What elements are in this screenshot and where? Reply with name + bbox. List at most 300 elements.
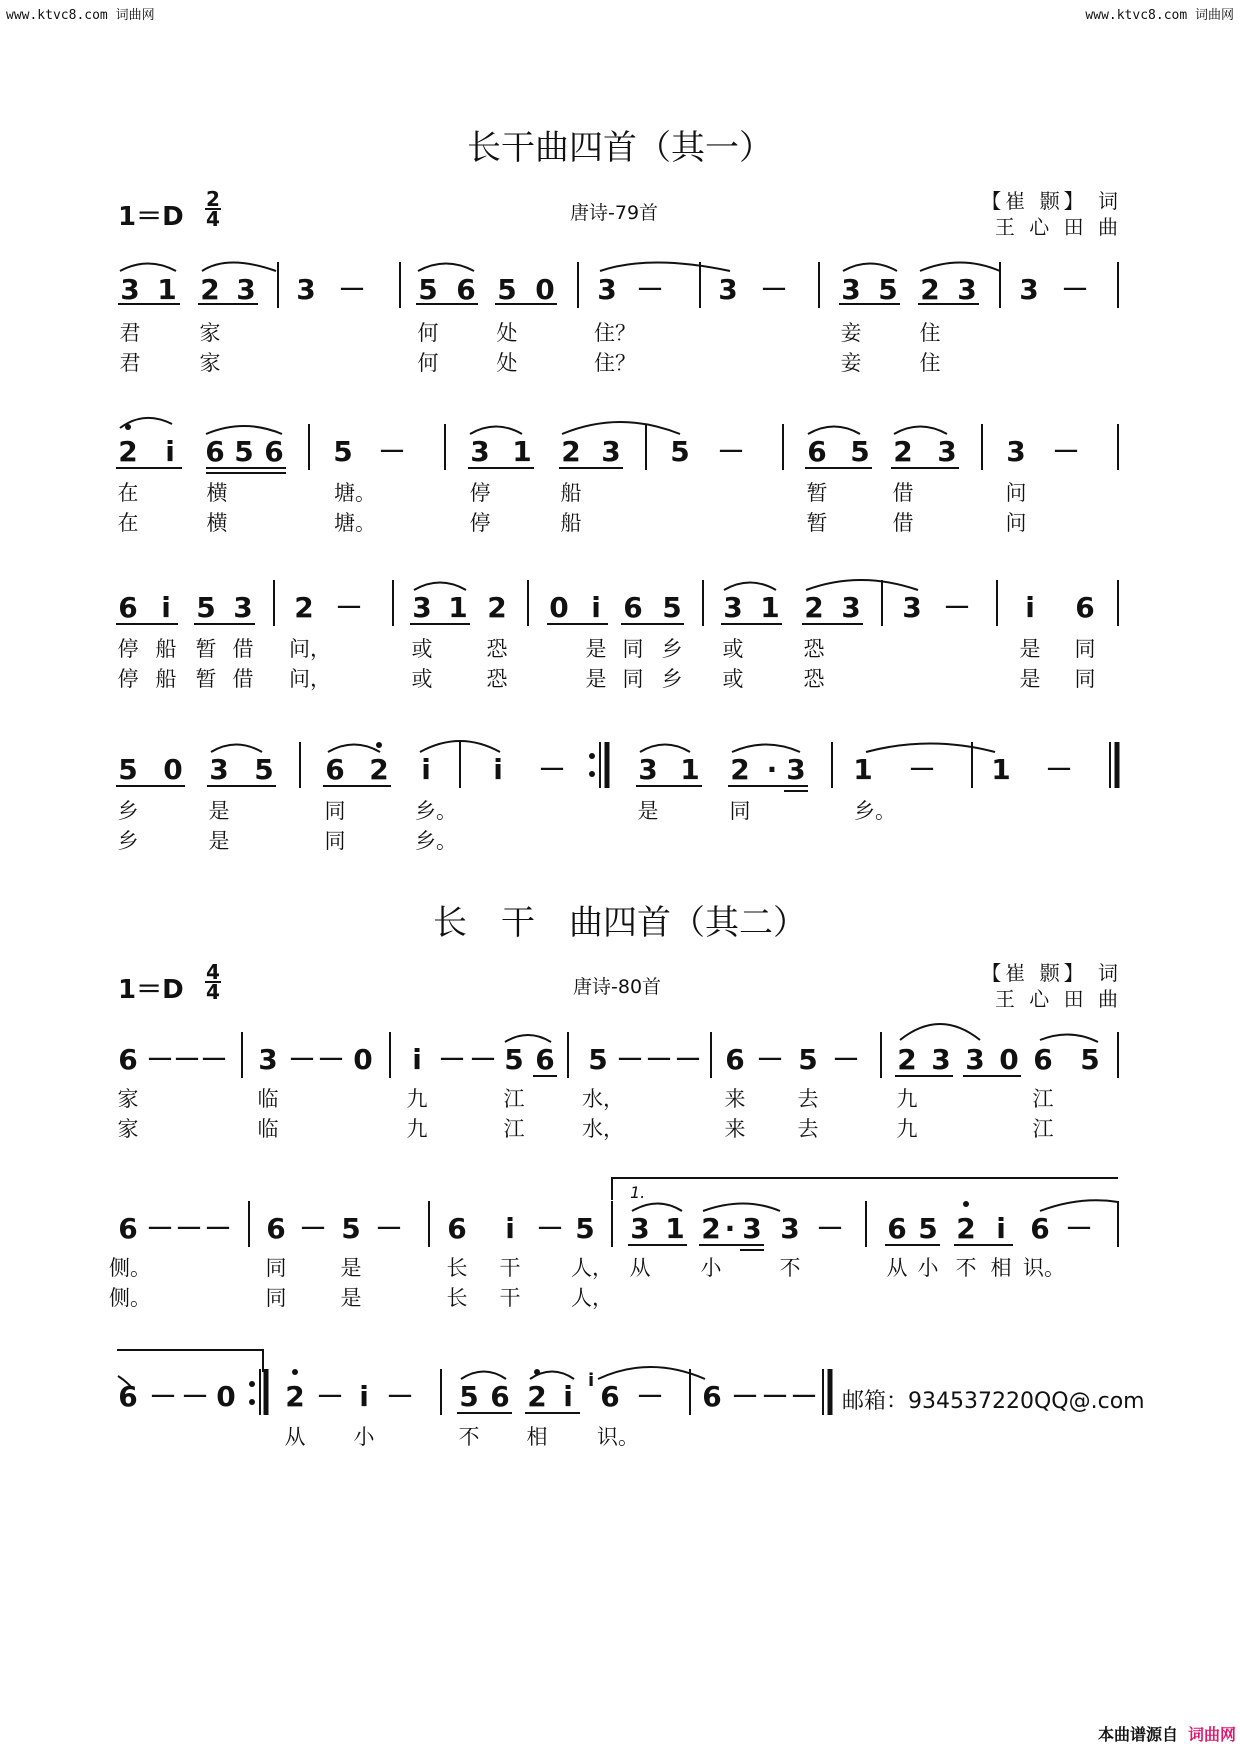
note: － xyxy=(148,1380,178,1413)
lyric: 何 xyxy=(417,351,439,375)
note: 0 xyxy=(549,591,569,624)
footer-site-logo[interactable]: 词曲网 xyxy=(1187,1725,1236,1744)
lyric: 借 xyxy=(232,637,254,661)
lyric: 识。 xyxy=(1023,1256,1065,1280)
note: 5 xyxy=(878,273,898,306)
note: － xyxy=(316,1043,346,1076)
lyric: 住 xyxy=(919,351,941,375)
note: － xyxy=(377,435,407,468)
lyric: 乡 xyxy=(661,667,683,691)
slur xyxy=(562,422,680,434)
note: － xyxy=(673,1043,703,1076)
lyric: 住 xyxy=(919,321,941,345)
note: 6 xyxy=(447,1212,467,1245)
repeat-dot xyxy=(589,753,595,759)
lyric: 江 xyxy=(503,1087,525,1111)
note: 3 xyxy=(236,273,256,306)
song1-lyricist: 【崔 颢】 词 xyxy=(981,189,1122,213)
lyric: 问， xyxy=(289,667,331,691)
lyric: 船 xyxy=(155,637,177,661)
note: － xyxy=(437,1043,467,1076)
note: 3 xyxy=(597,273,617,306)
song2-title: 长 干 曲四首（其二） xyxy=(433,903,807,943)
lyric: 处 xyxy=(496,351,518,375)
note: 6 xyxy=(725,1043,745,1076)
slur xyxy=(120,264,176,272)
note: － xyxy=(537,753,567,786)
note: i xyxy=(165,435,175,468)
lyric: 临 xyxy=(257,1117,279,1141)
lyric: 横 xyxy=(206,511,228,535)
lyric: 九 xyxy=(896,1117,918,1141)
note: 5 xyxy=(418,273,438,306)
slur xyxy=(808,427,860,435)
note: i xyxy=(493,753,503,786)
lyric: 乡。 xyxy=(415,799,457,823)
lyric: 江 xyxy=(503,1117,525,1141)
lyric: 恐 xyxy=(803,637,825,661)
note: － xyxy=(755,1043,785,1076)
note: 6 xyxy=(266,1212,286,1245)
note: 1 xyxy=(853,753,873,786)
lyric: 来 xyxy=(724,1117,746,1141)
slur xyxy=(118,1376,132,1388)
lyric: 江 xyxy=(1032,1087,1054,1111)
volta-bracket xyxy=(612,1178,1118,1200)
lyric: 在 xyxy=(117,481,139,505)
note: 6 xyxy=(490,1380,510,1413)
lyric: 住？ xyxy=(594,321,636,345)
lyric: 在 xyxy=(117,511,139,535)
lyric: 小 xyxy=(917,1256,939,1280)
octave-dot xyxy=(292,1369,298,1375)
lyric: 君 xyxy=(119,321,141,345)
lyric: 是 xyxy=(208,799,230,823)
lyric: 同 xyxy=(729,799,751,823)
repeat-dot xyxy=(589,771,595,777)
lyric: 从 xyxy=(886,1256,908,1280)
lyric: 船 xyxy=(560,511,582,535)
note: i xyxy=(591,591,601,624)
lyric: 水， xyxy=(582,1117,624,1141)
note: － xyxy=(298,1212,328,1245)
note: 2 xyxy=(897,1043,917,1076)
lyric: 去 xyxy=(797,1117,819,1141)
lyric: 识。 xyxy=(597,1425,639,1449)
slur xyxy=(703,1204,780,1212)
note: 6 xyxy=(118,1212,138,1245)
note: 3 xyxy=(965,1043,985,1076)
lyric: 乡 xyxy=(117,799,139,823)
slur xyxy=(866,744,995,753)
lyric: 江 xyxy=(1032,1117,1054,1141)
lyric: 人， xyxy=(571,1256,613,1280)
note: 1 xyxy=(665,1212,685,1245)
note: － xyxy=(644,1043,674,1076)
lyric: 侧。 xyxy=(109,1256,151,1280)
note: 5 xyxy=(670,435,690,468)
lyric: 住？ xyxy=(594,351,636,375)
note: 2 xyxy=(893,435,913,468)
note: 2 xyxy=(956,1212,976,1245)
note: 2 xyxy=(730,753,750,786)
note: i xyxy=(161,591,171,624)
note: － xyxy=(942,591,972,624)
note: 6 xyxy=(887,1212,907,1245)
song1-subtitle: 唐诗-79首 xyxy=(570,202,659,224)
lyric: 长 xyxy=(446,1256,468,1280)
lyric: 或 xyxy=(411,637,433,661)
note: － xyxy=(635,1380,665,1413)
note: 6 xyxy=(205,435,225,468)
slur xyxy=(900,1024,980,1040)
lyric: 九 xyxy=(896,1087,918,1111)
lyric: 侧。 xyxy=(109,1286,151,1310)
note: 3 xyxy=(937,435,957,468)
note: 3 xyxy=(296,273,316,306)
note: 3 xyxy=(786,753,806,786)
lyric: 塘。 xyxy=(334,511,376,535)
note: 3 xyxy=(233,591,253,624)
lyric: 乡。 xyxy=(854,799,896,823)
note: － xyxy=(172,1043,202,1076)
octave-dot xyxy=(125,424,131,430)
footer-source: 本曲谱源自 xyxy=(1097,1725,1178,1744)
note: － xyxy=(145,1212,175,1245)
note: － xyxy=(716,435,746,468)
note: 2 xyxy=(561,435,581,468)
note: － xyxy=(615,1043,645,1076)
lyric: 问 xyxy=(1005,481,1027,505)
lyric: 恐 xyxy=(486,667,508,691)
lyric: 借 xyxy=(232,667,254,691)
note: 1 xyxy=(157,273,177,306)
slur xyxy=(598,1367,705,1379)
note: － xyxy=(789,1380,819,1413)
lyric: 同 xyxy=(622,637,644,661)
note: 5 xyxy=(504,1043,524,1076)
slur xyxy=(1040,1034,1098,1042)
octave-dot xyxy=(534,1369,540,1375)
lyric: 是 xyxy=(340,1286,362,1310)
note: i xyxy=(563,1380,573,1413)
note: 5 xyxy=(588,1043,608,1076)
slur xyxy=(414,583,466,591)
note: － xyxy=(385,1380,415,1413)
note: 2 xyxy=(369,753,389,786)
grace-note: i xyxy=(588,1370,595,1391)
note: 5 xyxy=(1080,1043,1100,1076)
note: 6 xyxy=(600,1380,620,1413)
note: 5 xyxy=(118,753,138,786)
note: 0 xyxy=(163,753,183,786)
lyric: 从 xyxy=(284,1425,306,1449)
note: 5 xyxy=(575,1212,595,1245)
note: － xyxy=(760,1380,790,1413)
lyric: 是 xyxy=(1019,637,1041,661)
lyric: 同 xyxy=(324,829,346,853)
song2-subtitle: 唐诗-80首 xyxy=(573,976,662,998)
note: － xyxy=(635,273,665,306)
note: 5 xyxy=(459,1380,479,1413)
note: 0 xyxy=(999,1043,1019,1076)
note: 2 xyxy=(118,435,138,468)
note: － xyxy=(145,1043,175,1076)
note: － xyxy=(1060,273,1090,306)
song1-key: 1＝D xyxy=(118,202,184,232)
contact-email[interactable]: 邮箱：934537220QQ@.com xyxy=(842,1389,1145,1414)
note: 5 xyxy=(497,273,517,306)
lyric: 暂 xyxy=(195,637,217,661)
lyric: 相 xyxy=(526,1425,548,1449)
note: 6 xyxy=(118,591,138,624)
song1-composer: 王 心 田 曲 xyxy=(994,215,1122,239)
song2-lyricist: 【崔 颢】 词 xyxy=(981,961,1122,985)
slur xyxy=(328,745,380,753)
lyric: 船 xyxy=(560,481,582,505)
note: － xyxy=(287,1043,317,1076)
note: 3 xyxy=(412,591,432,624)
note: 5 xyxy=(850,435,870,468)
note: 5 xyxy=(234,435,254,468)
lyric: 是 xyxy=(1019,667,1041,691)
note: 6 xyxy=(264,435,284,468)
note: － xyxy=(337,273,367,306)
lyric: 九 xyxy=(406,1117,428,1141)
slur xyxy=(206,426,282,434)
song2-time-bottom: 4 xyxy=(206,980,220,1004)
lyric: 长 xyxy=(446,1286,468,1310)
slur xyxy=(724,583,776,591)
note: 3 xyxy=(601,435,621,468)
lyric: 是 xyxy=(585,667,607,691)
note: 3 xyxy=(742,1212,762,1245)
note: － xyxy=(907,753,937,786)
lyric: 小 xyxy=(353,1425,375,1449)
lyric: 家 xyxy=(117,1087,139,1111)
lyric: 塘。 xyxy=(334,481,376,505)
lyric: 是 xyxy=(340,1256,362,1280)
note: 3 xyxy=(638,753,658,786)
lyric: 何 xyxy=(417,321,439,345)
lyric: 家 xyxy=(117,1117,139,1141)
note: 6 xyxy=(1075,591,1095,624)
lyric: 临 xyxy=(257,1087,279,1111)
lyric: 问 xyxy=(1005,511,1027,535)
note: 3 xyxy=(1006,435,1026,468)
lyric: 同 xyxy=(265,1256,287,1280)
lyric: 妾 xyxy=(840,321,862,345)
song2-composer: 王 心 田 曲 xyxy=(994,987,1122,1011)
song1-time-bottom: 4 xyxy=(206,207,220,231)
note: － xyxy=(203,1212,233,1245)
note: · xyxy=(766,753,778,786)
lyric: 是 xyxy=(585,637,607,661)
lyric: 暂 xyxy=(806,511,828,535)
slur xyxy=(461,1372,506,1380)
slur xyxy=(202,263,276,272)
lyric: 家 xyxy=(199,321,221,345)
lyric: 不 xyxy=(458,1425,480,1449)
note: 0 xyxy=(353,1043,373,1076)
lyric: 或 xyxy=(722,637,744,661)
lyric: 是 xyxy=(208,829,230,853)
slur xyxy=(806,580,918,590)
volta-bracket xyxy=(117,1350,263,1372)
slur xyxy=(894,427,947,435)
note: 1 xyxy=(512,435,532,468)
note: 1 xyxy=(448,591,468,624)
note: 5 xyxy=(341,1212,361,1245)
site-header-right[interactable]: www.ktvc8.com 词曲网 xyxy=(1085,8,1234,23)
lyric: 干 xyxy=(499,1256,521,1280)
lyric: 同 xyxy=(1074,667,1096,691)
lyric: 从 xyxy=(629,1256,651,1280)
note: 6 xyxy=(1033,1043,1053,1076)
slur xyxy=(732,745,800,753)
lyric: 暂 xyxy=(806,481,828,505)
note: 6 xyxy=(702,1380,722,1413)
note: － xyxy=(174,1212,204,1245)
note: 2 xyxy=(804,591,824,624)
lyric: 船 xyxy=(155,667,177,691)
note: 0 xyxy=(216,1380,236,1413)
note: 5 xyxy=(196,591,216,624)
song1-title: 长干曲四首（其一） xyxy=(467,128,773,168)
note: 2 xyxy=(527,1380,547,1413)
lyric: 处 xyxy=(496,321,518,345)
lyric: 乡。 xyxy=(415,829,457,853)
lyric: 去 xyxy=(797,1087,819,1111)
note: － xyxy=(535,1212,565,1245)
note: － xyxy=(1044,753,1074,786)
note: 6 xyxy=(807,435,827,468)
note: 3 xyxy=(957,273,977,306)
lyric: 同 xyxy=(622,667,644,691)
note: i xyxy=(412,1043,422,1076)
site-header-left[interactable]: www.ktvc8.com 词曲网 xyxy=(6,8,155,23)
note: 3 xyxy=(120,273,140,306)
note: 5 xyxy=(254,753,274,786)
note: 3 xyxy=(780,1212,800,1245)
note: 5 xyxy=(662,591,682,624)
note: 6 xyxy=(118,1043,138,1076)
note: 3 xyxy=(902,591,922,624)
note: 5 xyxy=(918,1212,938,1245)
lyric: 君 xyxy=(119,351,141,375)
lyric: 借 xyxy=(892,481,914,505)
note: i xyxy=(421,753,431,786)
note: 3 xyxy=(258,1043,278,1076)
note: 3 xyxy=(630,1212,650,1245)
note: i xyxy=(505,1212,515,1245)
lyric: 乡 xyxy=(117,829,139,853)
note: － xyxy=(315,1380,345,1413)
lyric: 问， xyxy=(289,637,331,661)
note: 2 xyxy=(285,1380,305,1413)
lyric: 九 xyxy=(406,1087,428,1111)
lyric: 停 xyxy=(117,667,139,691)
note: 3 xyxy=(841,591,861,624)
lyric: 来 xyxy=(724,1087,746,1111)
lyric: 停 xyxy=(469,481,491,505)
note: i xyxy=(996,1212,1006,1245)
octave-dot xyxy=(963,1201,969,1207)
slur xyxy=(920,263,1000,272)
note: － xyxy=(759,273,789,306)
note: 1 xyxy=(680,753,700,786)
lyric: 同 xyxy=(1074,637,1096,661)
note: 2 xyxy=(200,273,220,306)
lyric: 同 xyxy=(324,799,346,823)
slur xyxy=(211,745,262,753)
note: 5 xyxy=(798,1043,818,1076)
note: 5 xyxy=(333,435,353,468)
lyric: 干 xyxy=(499,1286,521,1310)
note: 3 xyxy=(931,1043,951,1076)
slur xyxy=(640,745,690,753)
note: 2 xyxy=(487,591,507,624)
lyric: 或 xyxy=(411,667,433,691)
note: 6 xyxy=(118,1380,138,1413)
volta-label: 1. xyxy=(630,1183,646,1202)
lyric: 乡 xyxy=(661,637,683,661)
note: － xyxy=(180,1380,210,1413)
slur xyxy=(470,427,522,435)
slur xyxy=(600,263,730,272)
lyric: 横 xyxy=(206,481,228,505)
lyric: 或 xyxy=(722,667,744,691)
note: 6 xyxy=(1030,1212,1050,1245)
note: － xyxy=(730,1380,760,1413)
note: 2 xyxy=(701,1212,721,1245)
note: － xyxy=(468,1043,498,1076)
note: 3 xyxy=(1019,273,1039,306)
lyric: 恐 xyxy=(486,637,508,661)
lyric: 是 xyxy=(637,799,659,823)
song1-time-top: 2 xyxy=(206,187,220,211)
lyric: 恐 xyxy=(803,667,825,691)
repeat-dot xyxy=(249,1399,255,1405)
note: － xyxy=(334,591,364,624)
note: 6 xyxy=(325,753,345,786)
note: 2 xyxy=(920,273,940,306)
note: － xyxy=(815,1212,845,1245)
lyric: 停 xyxy=(117,637,139,661)
octave-dot xyxy=(376,742,382,748)
repeat-dot xyxy=(249,1381,255,1387)
lyric: 暂 xyxy=(195,667,217,691)
note: 0 xyxy=(535,273,555,306)
slur xyxy=(418,264,474,272)
lyric: 家 xyxy=(199,351,221,375)
note: i xyxy=(1025,591,1035,624)
note: 3 xyxy=(841,273,861,306)
lyric: 同 xyxy=(265,1286,287,1310)
lyric: 妾 xyxy=(840,351,862,375)
note: － xyxy=(831,1043,861,1076)
note: 6 xyxy=(535,1043,555,1076)
lyric: 不 xyxy=(779,1256,801,1280)
note: · xyxy=(724,1212,736,1245)
lyric: 不 xyxy=(955,1256,977,1280)
song2-key: 1＝D xyxy=(118,975,184,1005)
note: 6 xyxy=(456,273,476,306)
lyric: 水， xyxy=(582,1087,624,1111)
note: 3 xyxy=(723,591,743,624)
note: 6 xyxy=(623,591,643,624)
note: 1 xyxy=(991,753,1011,786)
